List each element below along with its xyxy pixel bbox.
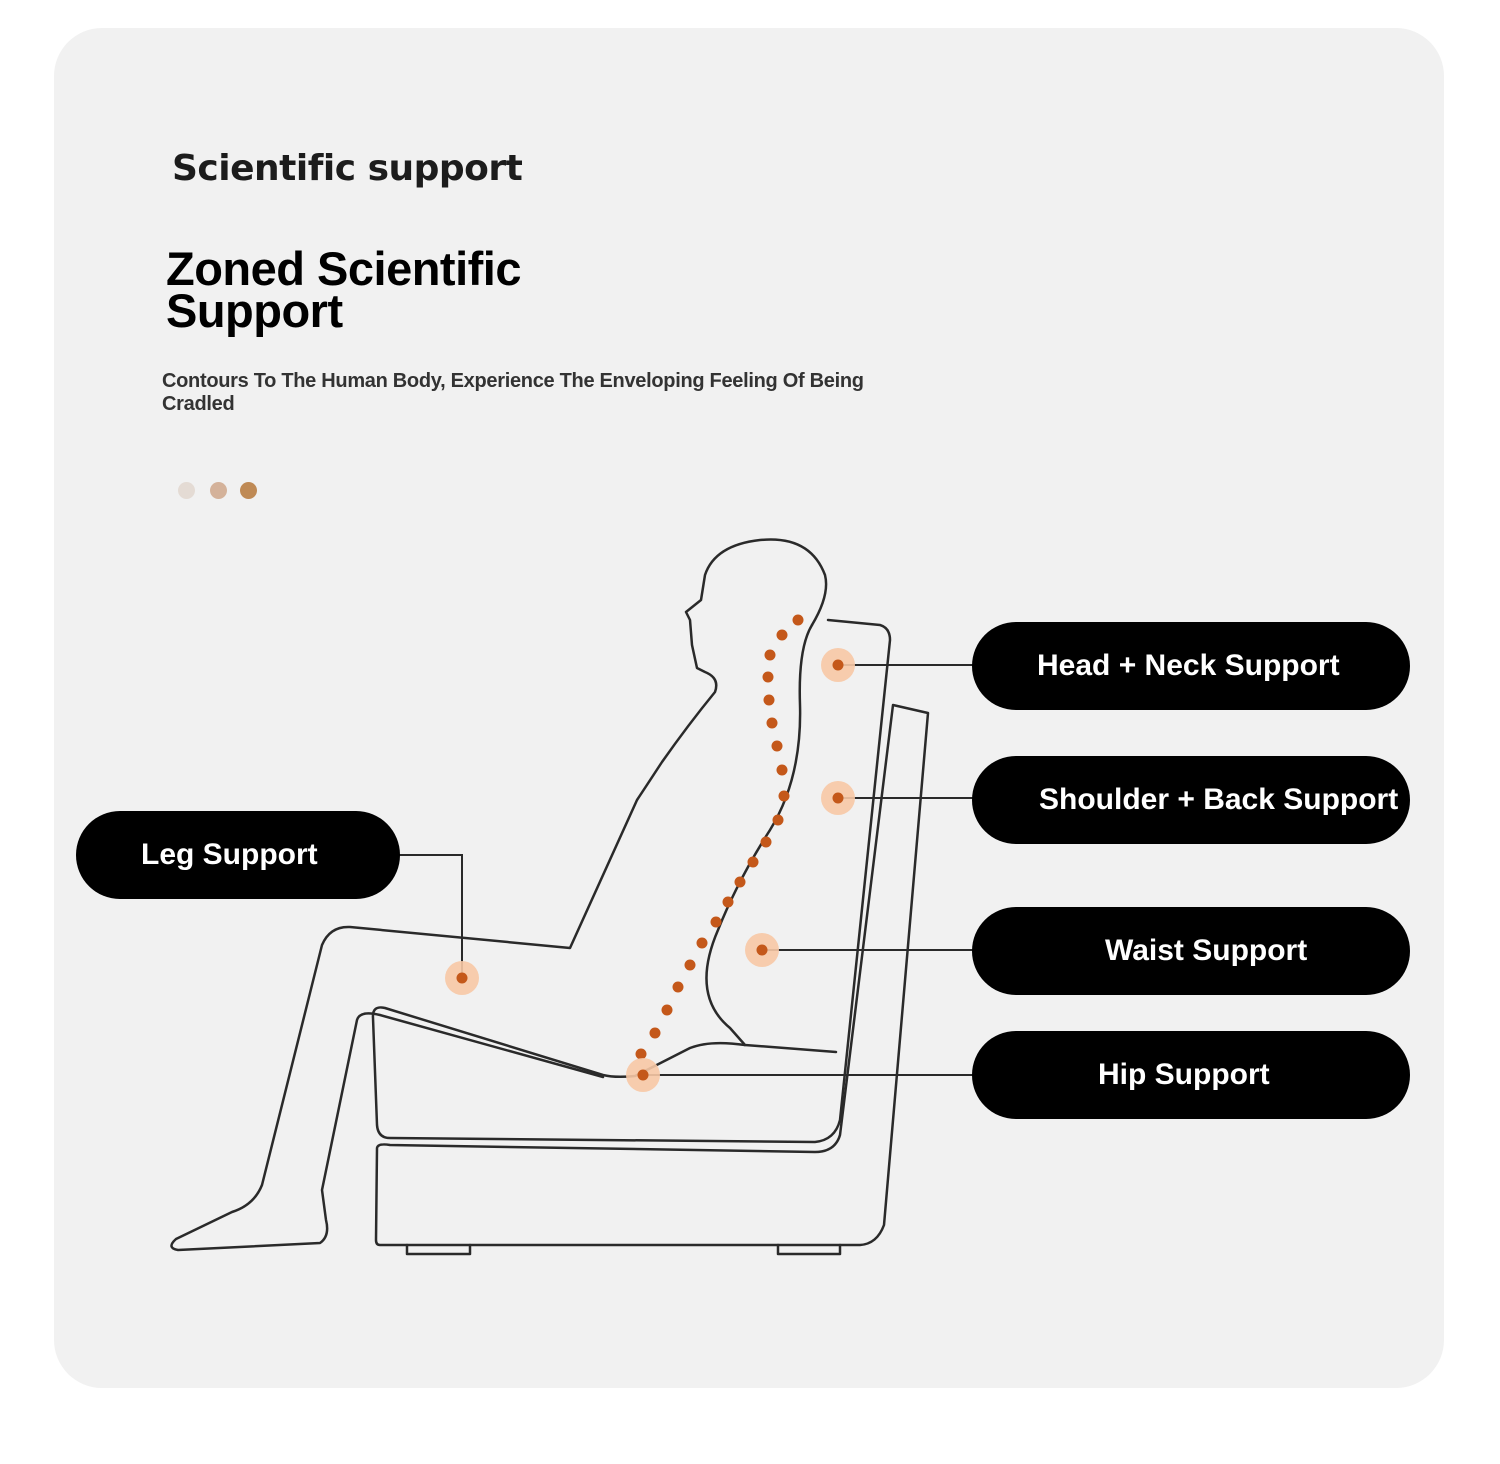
callout-hip-label: Hip Support [1098,1058,1270,1091]
marker-leg [445,961,479,995]
callout-leg [76,811,400,899]
spine-dot-markers [636,615,804,1060]
callout-waist-label: Waist Support [1105,934,1308,967]
marker-hip [626,1058,660,1092]
title-line-1: Zoned Scientific [166,242,521,295]
callout-shoulder-back-label: Shoulder + Back Support [1039,783,1399,816]
callout-head-neck-label: Head + Neck Support [1037,649,1340,682]
callout-waist [972,907,1410,995]
chair-foot-right [778,1245,840,1254]
marker-waist [745,933,779,967]
marker-shoulder-back [821,781,855,815]
chair-foot-left [407,1245,470,1254]
marker-head-neck [821,648,855,682]
callout-hip [972,1031,1410,1119]
title-line-2: Support [166,284,343,337]
callout-shoulder-back [972,756,1410,844]
section-kicker: Scientific support [172,148,523,189]
callout-head-neck [972,622,1410,710]
callout-leg-label: Leg Support [141,838,318,871]
page-subtitle: Contours To The Human Body, Experience The Enveloping Feeling Of Being Cradled [162,370,864,415]
person-back-outline [706,625,812,1045]
callout-connectors [395,665,975,1075]
